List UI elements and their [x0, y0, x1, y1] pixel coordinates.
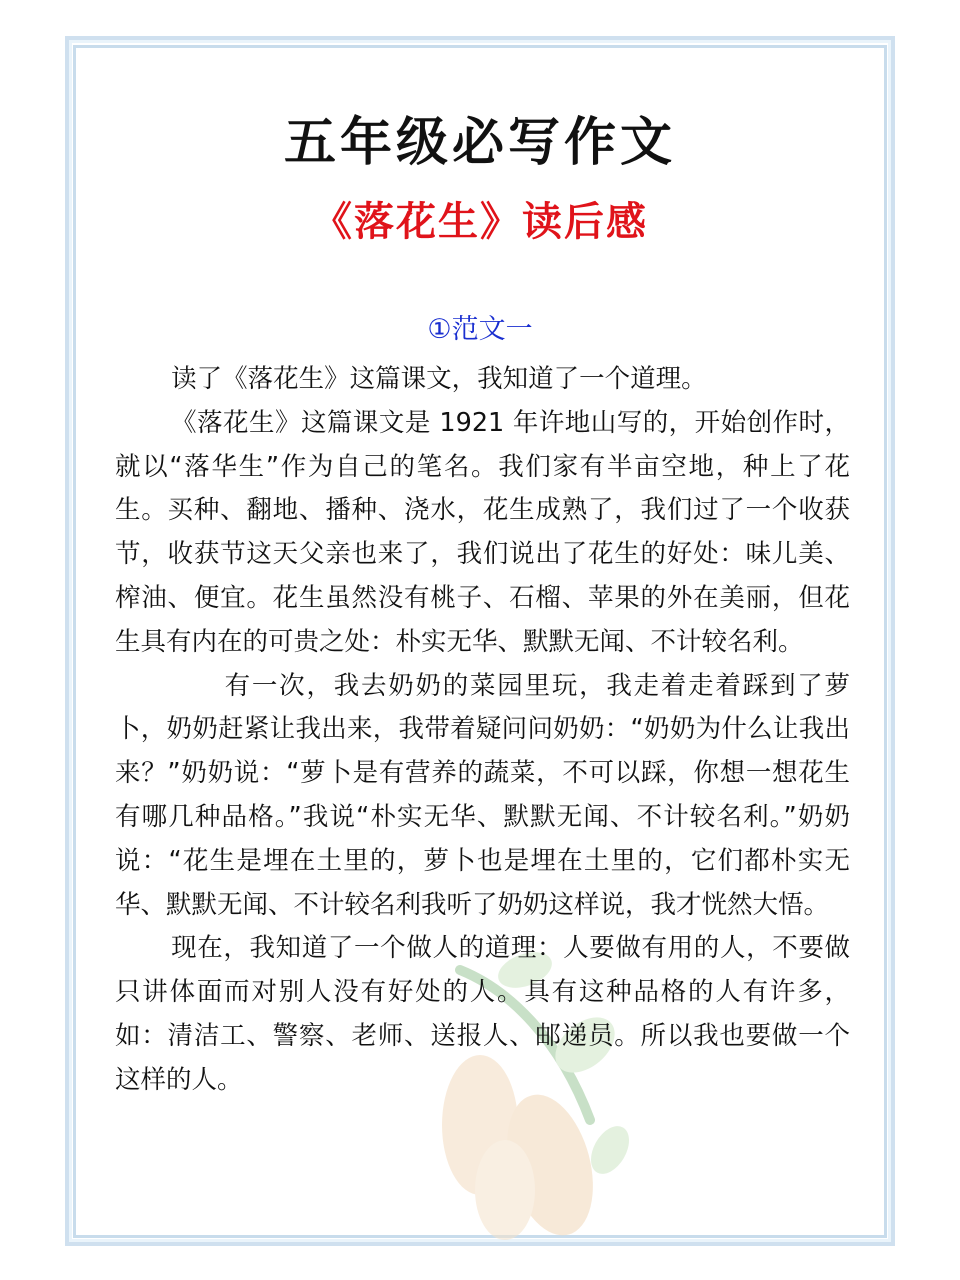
- essay-body: [115, 358, 850, 1103]
- paragraph-3: 有一次，我去奶奶的菜园里玩，我走着走着踩到了萝卜，奶奶赶紧让我出来，我带着疑问问奶奶：“奶奶为什么让我出来？”奶奶说：“萝卜是有营养的蔬菜，不可以踩，你想一想花生有哪几种品格。”我说“朴实无华、默默无闻、不计较名利。”奶奶说：“花生是埋在土里的，萝卜也是埋在土里的，它们都朴实无华、默默无闻、不计较名利我听了奶奶这样说，我才恍然大悟。: [115, 670, 850, 920]
- paragraph-4: 现在，我知道了一个做人的道理：人要做有用的人，不要做只讲体面而对别人没有好处的人。具有这种品格的人有许多，如：清洁工、警察、老师、送报人、邮递员。所以我也要做一个这样的人。: [115, 933, 850, 1095]
- page-title: 五年级必写作文: [283, 113, 676, 173]
- paragraph-2: 《落花生》这篇课文是 1921 年许地山写的，开始创作时，就以“落华生”作为自己的笔名。我们家有半亩空地，种上了花生。买种、翻地、播种、浇水，花生成熟了，我们过了一个收获节，收获节这天父亲也来了，我们说出了花生的好处：味儿美、榨油、便宜。花生虽然没有桃子、石榴、苹果的外在美丽，但花生具有内在的可贵之处：朴实无华、默默无闻、不计较名利。: [115, 407, 850, 657]
- paragraph-1: 读了《落花生》这篇课文，我知道了一个道理。: [171, 364, 707, 394]
- essay-subtitle: 《落花生》读后感: [312, 199, 648, 245]
- section-label: ①范文一: [427, 314, 533, 345]
